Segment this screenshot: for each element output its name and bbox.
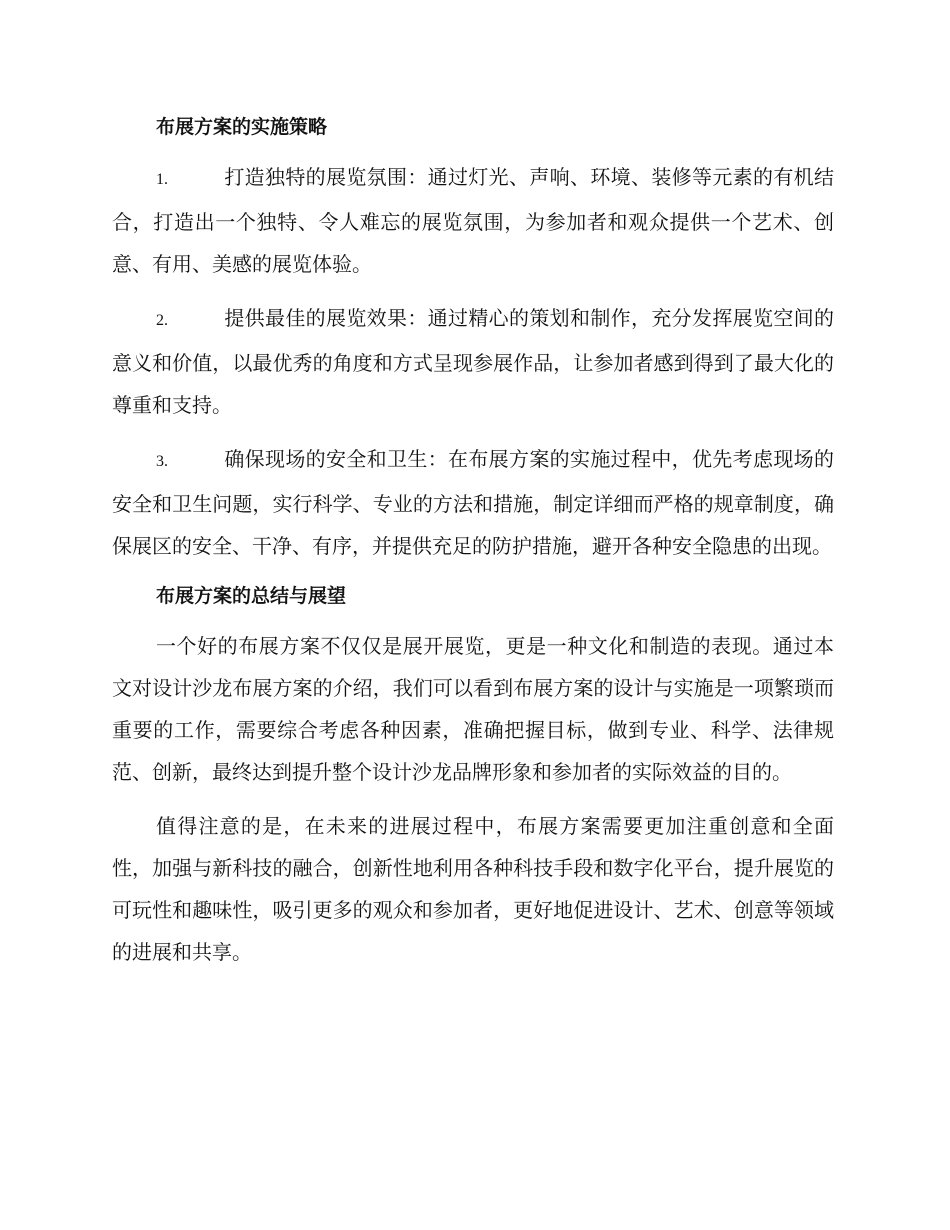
list-item-1: [112, 156, 834, 285]
list-item-text: 确保现场的安全和卫生：在布展方案的实施过程中，优先考虑现场的安全和卫生问题，实行科学、专业的方法和措施，制定详细而严格的规章制度，确保展区的安全、干净、有序，并提供充足的防护措施，避开各种安全隐患的出现。: [112, 447, 834, 558]
paragraph: 值得注意的是，在未来的进展过程中，布展方案需要更加注重创意和全面性，加强与新科技的融合，创新性地利用各种科技手段和数字化平台，提升展览的可玩性和趣味性，吸引更多的观众和参加者，更好地促进设计、艺术、创意等领域的进展和共享。: [112, 814, 834, 964]
list-number: 1.: [156, 171, 168, 188]
list-item-2: [112, 297, 834, 426]
paragraph: 一个好的布展方案不仅仅是展开展览，更是一种文化和制造的表现。通过本文对设计沙龙布展方案的介绍，我们可以看到布展方案的设计与实施是一项繁琐而重要的工作，需要综合考虑各种因素，准确把握目标，做到专业、科学、法律规范、创新，最终达到提升整个设计沙龙品牌形象和参加者的实际效益的目的。: [112, 634, 834, 784]
list-number: 2.: [156, 312, 168, 329]
section-heading-summary: 布展方案的总结与展望: [156, 585, 347, 607]
list-item-text: 提供最佳的展览效果：通过精心的策划和制作，充分发挥展览空间的意义和价值，以最优秀的角度和方式呈现参展作品，让参加者感到得到了最大化的尊重和支持。: [112, 306, 834, 417]
list-item-text: 打造独特的展览氛围：通过灯光、声响、环境、装修等元素的有机结合，打造出一个独特、令人难忘的展览氛围，为参加者和观众提供一个艺术、创意、有用、美感的展览体验。: [112, 165, 834, 276]
list-number: 3.: [156, 453, 168, 470]
document-page: [112, 110, 834, 985]
list-item-3: [112, 438, 834, 567]
section-heading-strategy: 布展方案的实施策略: [156, 116, 328, 138]
